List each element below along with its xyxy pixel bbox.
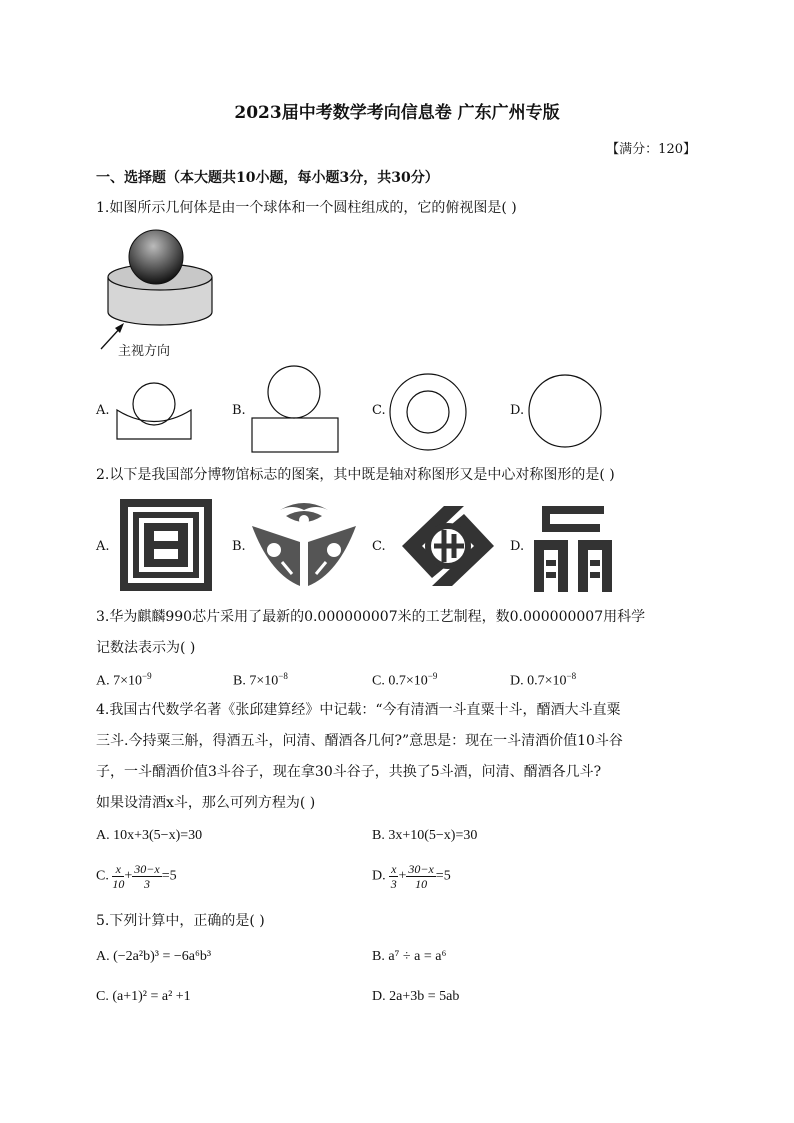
- question-4-line-1: 4.我国古代数学名著《张邱建算经》中记载：“今有清酒一斗直粟十斗，醑酒大斗直粟: [96, 702, 621, 718]
- q1-option-d-label: D.: [510, 403, 525, 418]
- q4-option-b: B. 3x+10(5−x)=30: [372, 828, 478, 843]
- q1-option-d-figure: [528, 374, 604, 450]
- q4-option-c: C. $\frac{x}{10}$ + $\frac{30-x}{3}$ =5: [96, 862, 177, 891]
- q3-option-a: A. $7\times 10^{-9}$: [96, 671, 152, 689]
- q1-option-c-label: C.: [372, 403, 386, 418]
- q2-option-a-label: A.: [96, 539, 110, 554]
- page-title: 2023届中考数学考向信息卷 广东广州专版: [234, 103, 560, 123]
- question-3-line-1: 3.华为麒麟990芯片采用了最新的0.000000007米的工艺制程，数0.000000007用科学: [96, 609, 646, 625]
- q1-option-a-figure: [114, 378, 194, 443]
- q5-option-d: D. 2a+3b = 5ab: [372, 989, 460, 1004]
- q3-option-d: D. $0.7\times 10^{-8}$: [510, 671, 577, 689]
- q2-option-c-logo: [392, 500, 504, 592]
- q3-option-c: C. $0.7\times 10^{-9}$: [372, 671, 438, 689]
- question-4-line-3: 子，一斗醑酒价值3斗谷子，现在拿30斗谷子，共换了5斗酒，问清、醑酒各几斗?: [96, 764, 602, 780]
- question-5: 5.下列计算中，正确的是( ): [96, 913, 265, 929]
- q1-option-b-label: B.: [232, 403, 246, 418]
- question-1: 1.如图所示几何体是由一个球体和一个圆柱组成的，它的俯视图是( ): [96, 200, 517, 216]
- question-4-line-4: 如果设清酒x斗，那么可列方程为( ): [96, 795, 316, 811]
- q3-option-b: B. $7\times 10^{-8}$: [233, 671, 288, 689]
- question-2: 2.以下是我国部分博物馆标志的图案，其中既是轴对称图形又是中心对称图形的是( ): [96, 467, 615, 483]
- q1-option-a-label: A.: [96, 403, 110, 418]
- q1-solid-figure: [100, 228, 220, 358]
- q1-option-c-figure: [388, 372, 468, 452]
- question-4-line-2: 三斗.今持粟三斛，得酒五斗，问清、醑酒各几何?”意思是：现在一斗清酒价值10斗谷: [96, 733, 623, 749]
- full-score: 【满分：120】: [606, 142, 696, 157]
- q5-option-c: C. (a+1)² = a² +1: [96, 989, 191, 1004]
- q2-option-b-logo: [250, 502, 358, 588]
- q5-option-a: A. (−2a²b)³ = −6a⁶b³: [96, 949, 212, 964]
- q4-option-d: D. $\frac{x}{3}$ + $\frac{30-x}{10}$ =5: [372, 862, 451, 891]
- q2-option-d-label: D.: [510, 539, 525, 554]
- q1-option-b-figure: [250, 365, 340, 455]
- direction-label: 主视方向: [118, 344, 171, 359]
- q2-option-d-logo: [530, 500, 616, 594]
- question-3-line-2: 记数法表示为( ): [96, 640, 196, 656]
- q2-option-a-logo: [120, 499, 212, 591]
- q2-option-c-label: C.: [372, 539, 386, 554]
- section-heading: 一、选择题（本大题共10小题，每小题3分，共30分）: [96, 170, 439, 186]
- q4-option-a: A. 10x+3(5−x)=30: [96, 828, 203, 843]
- q2-option-b-label: B.: [232, 539, 246, 554]
- q5-option-b: B. a⁷ ÷ a = a⁶: [372, 949, 447, 964]
